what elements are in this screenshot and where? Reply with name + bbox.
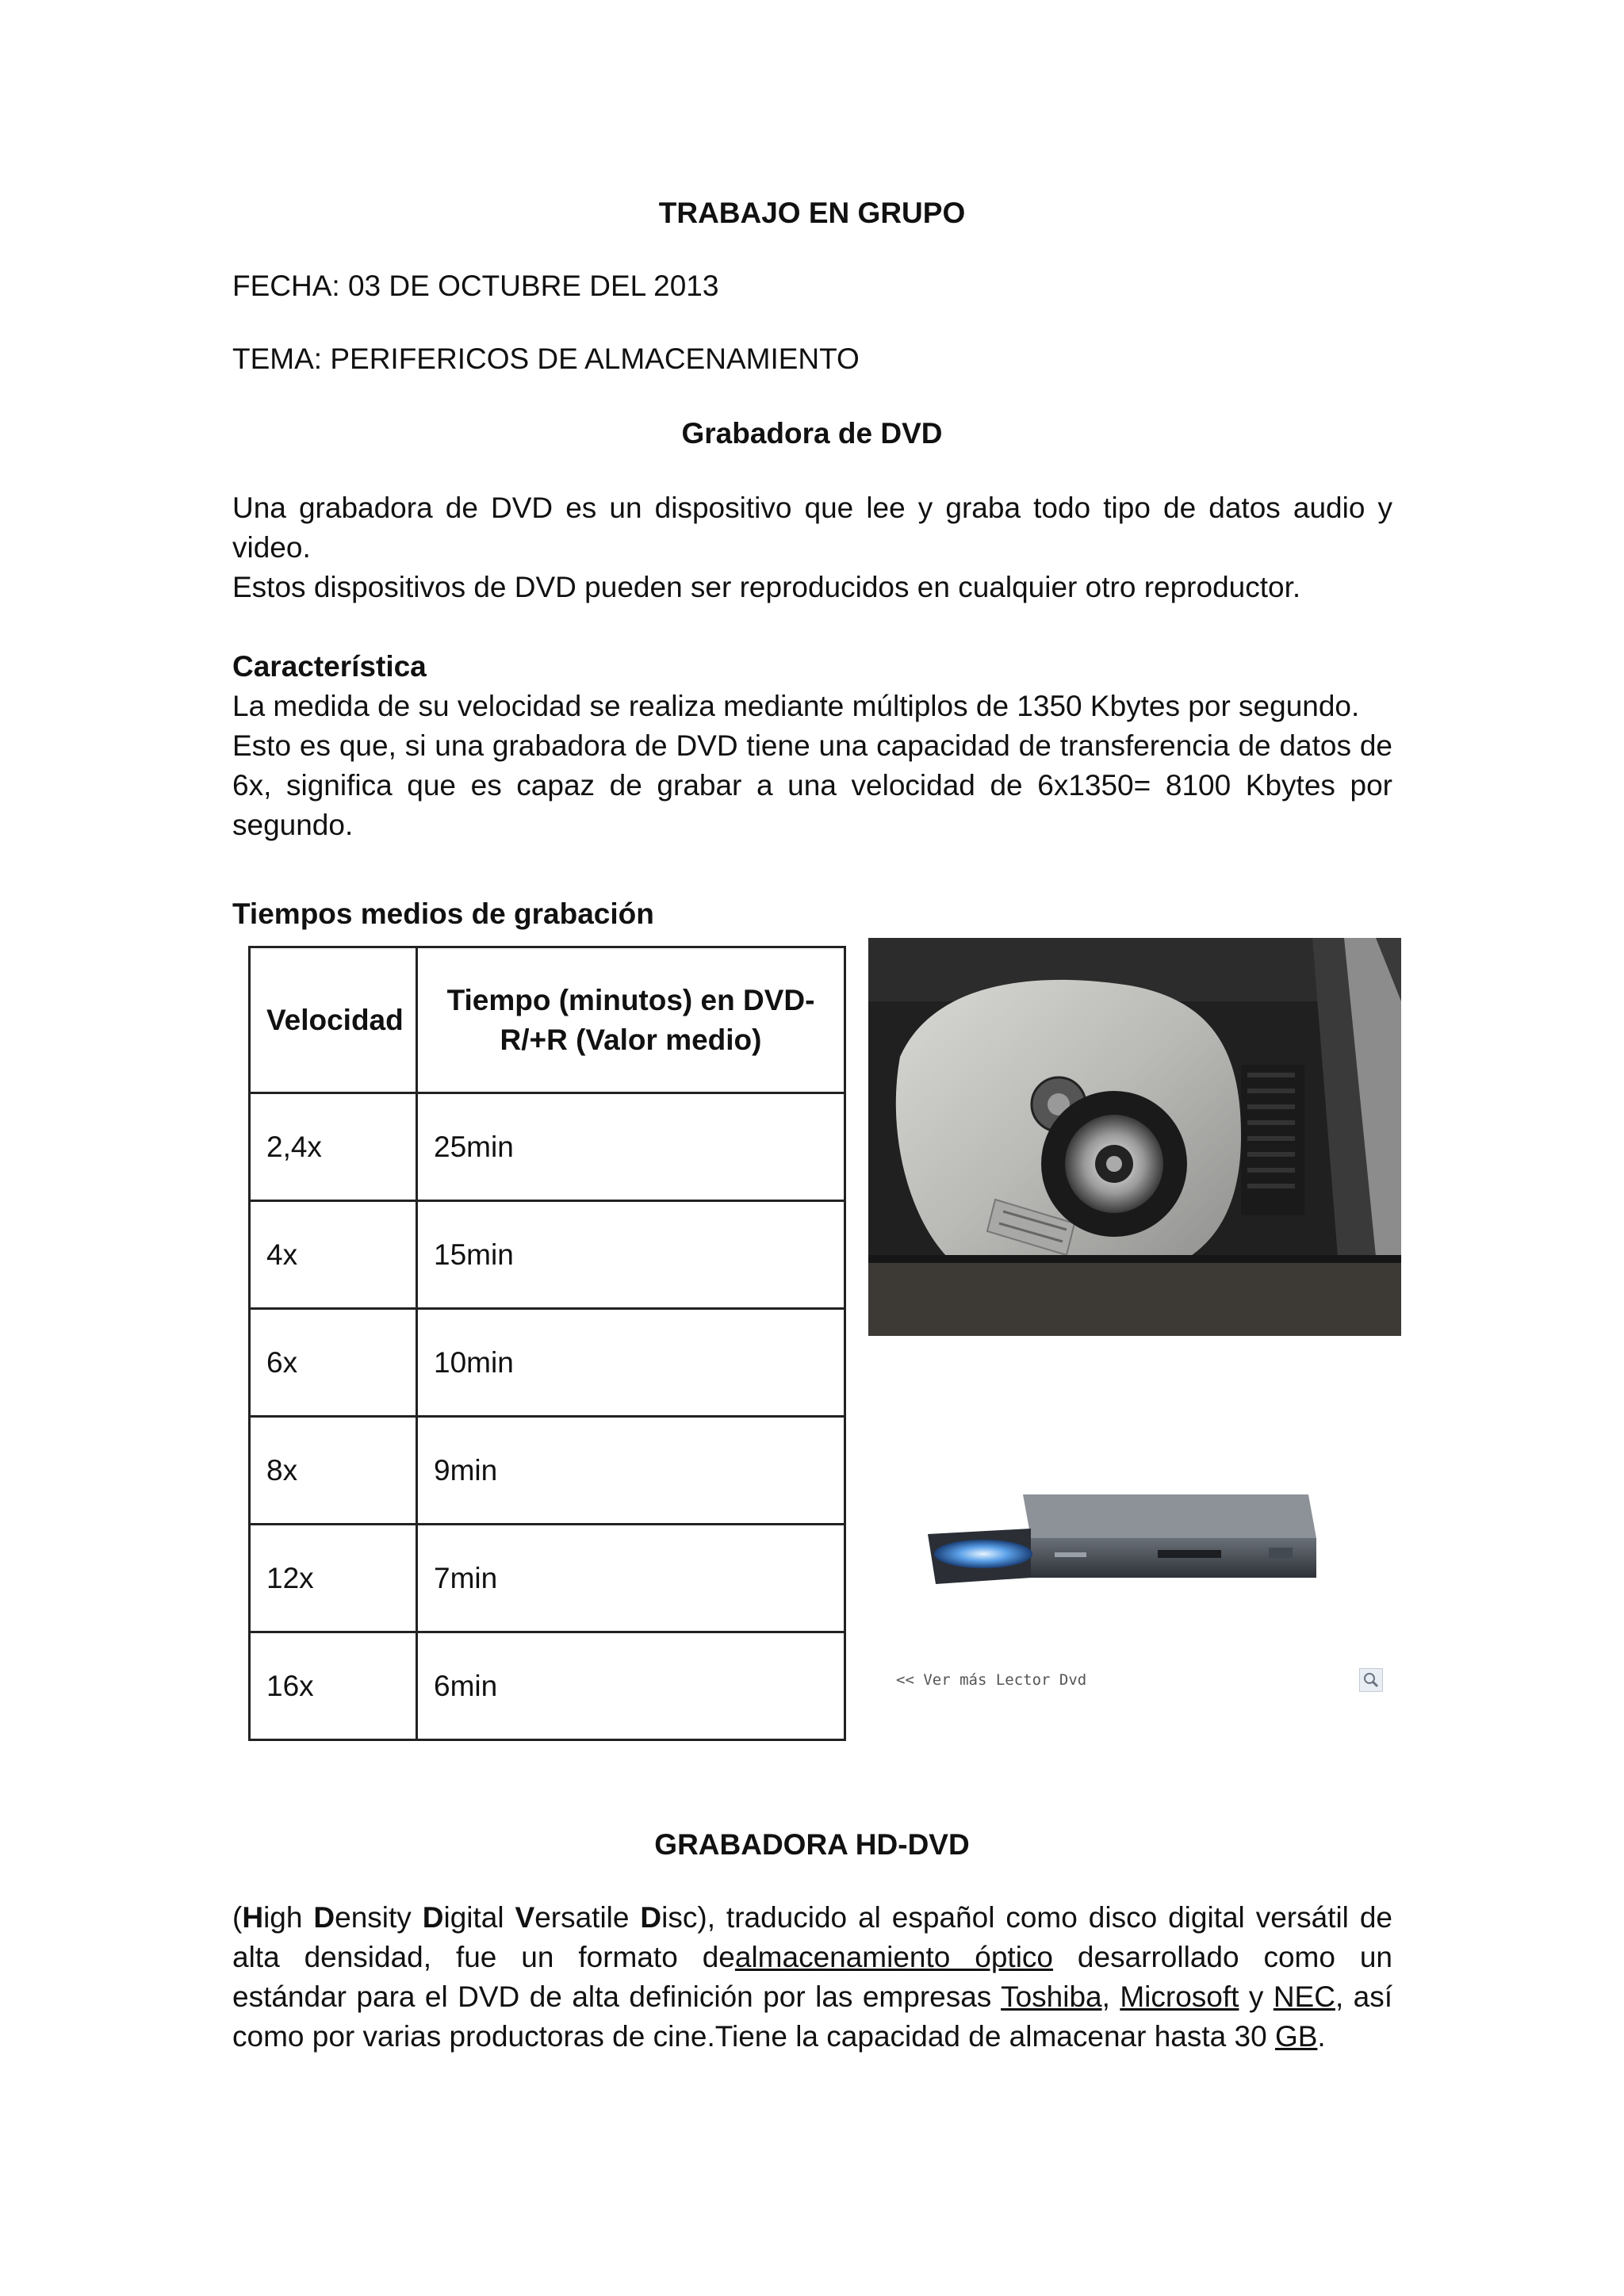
text: , — [1101, 1980, 1120, 2013]
cell-speed: 6x — [250, 1309, 417, 1417]
text: ensity — [335, 1901, 423, 1934]
hd-paragraph-line-3 — [232, 1977, 1392, 2017]
acronym-letter: H — [242, 1901, 264, 1934]
times-heading: Tiempos medios de grabación — [232, 897, 654, 930]
image-caption-bar — [896, 1662, 1388, 1701]
cell-time: 6min — [417, 1632, 845, 1740]
feature-line-4: segundo. — [232, 809, 354, 841]
hd-paragraph-line-1 — [232, 1898, 1392, 1938]
see-more-link[interactable]: << Ver más Lector Dvd — [896, 1671, 1087, 1689]
cell-time: 7min — [417, 1525, 845, 1632]
link-nec[interactable]: NEC — [1273, 1980, 1335, 2013]
text: ersatile — [534, 1901, 641, 1934]
table-row — [250, 1632, 845, 1740]
text: y — [1239, 1980, 1274, 2013]
topic-line: TEMA: PERIFERICOS DE ALMACENAMIENTO — [232, 342, 860, 375]
link-microsoft[interactable]: Microsoft — [1120, 1980, 1239, 2013]
dvd-intro-line-1: Una grabadora de DVD es un dispositivo que lee y graba todo tipo de datos audio y — [232, 492, 1392, 524]
table-row — [250, 1093, 845, 1201]
section-heading-dvd: Grabadora de DVD — [681, 417, 943, 450]
text: isc), traducido al español como disco digital versátil de — [661, 1901, 1393, 1934]
cell-speed: 2,4x — [250, 1093, 417, 1201]
dvd-tray-photo — [868, 938, 1401, 1336]
recording-times-table — [248, 946, 846, 1741]
dvd-drive-illustration — [896, 1459, 1388, 1617]
feature-line-2: Esto es que, si una grabadora de DVD tiene una capacidad de transferencia de datos de — [232, 729, 1392, 762]
text: igh — [263, 1901, 314, 1934]
header-speed: Velocidad — [250, 947, 417, 1093]
text: como por varias productoras de cine.Tiene la capacidad de almacenar hasta 30 — [232, 2020, 1275, 2053]
link-almacenamiento-optico[interactable]: almacenamiento óptico — [734, 1941, 1054, 1973]
link-gb[interactable]: GB — [1274, 2020, 1318, 2053]
hd-paragraph-line-4 — [232, 2017, 1326, 2057]
cell-time: 15min — [417, 1201, 845, 1309]
text: estándar para el DVD de alta definición por las empresas — [232, 1980, 1002, 2013]
feature-line-3: 6x, significa que es capaz de grabar a una velocidad de 6x1350= 8100 Kbytes por — [232, 769, 1392, 802]
text: ( — [232, 1901, 243, 1934]
dvd-intro-line-3: Estos dispositivos de DVD pueden ser reproducidos en cualquier otro reproductor. — [232, 571, 1301, 603]
cell-speed: 4x — [250, 1201, 417, 1309]
cell-speed: 16x — [250, 1632, 417, 1740]
link-toshiba[interactable]: Toshiba — [1001, 1980, 1102, 2013]
acronym-letter: D — [422, 1901, 444, 1934]
magnifier-icon[interactable] — [1359, 1668, 1383, 1692]
cell-time: 25min — [417, 1093, 845, 1201]
date-line: FECHA: 03 DE OCTUBRE DEL 2013 — [232, 270, 719, 302]
magnifier-glyph — [1360, 1669, 1382, 1691]
text: igital — [443, 1901, 515, 1934]
text: desarrollado como un — [1053, 1941, 1393, 1973]
acronym-letter: D — [313, 1901, 335, 1934]
table-row — [250, 1417, 845, 1525]
header-time: Tiempo (minutos) en DVD-R/+R (Valor medio) — [417, 947, 845, 1093]
section-heading-hd-dvd: GRABADORA HD-DVD — [654, 1828, 970, 1861]
cell-time: 10min — [417, 1309, 845, 1417]
feature-heading: Característica — [232, 650, 427, 683]
cell-speed: 8x — [250, 1417, 417, 1525]
cell-time: 9min — [417, 1417, 845, 1525]
table-row — [250, 1309, 845, 1417]
document-title: TRABAJO EN GRUPO — [658, 197, 966, 229]
acronym-letter: D — [640, 1901, 662, 1934]
table-row — [250, 1525, 845, 1632]
table-row — [250, 1201, 845, 1309]
feature-line-1: La medida de su velocidad se realiza mediante múltiplos de 1350 Kbytes por segundo. — [232, 690, 1360, 722]
text: alta densidad, fue un formato de — [232, 1941, 735, 1973]
table-header-row — [250, 947, 845, 1093]
hd-paragraph-line-2 — [232, 1938, 1392, 1977]
dvd-tray-illustration — [868, 938, 1401, 1336]
text: , así — [1335, 1980, 1393, 2013]
cell-speed: 12x — [250, 1525, 417, 1632]
text: . — [1317, 2020, 1326, 2053]
acronym-letter: V — [515, 1901, 535, 1934]
dvd-intro-line-2: video. — [232, 531, 311, 564]
